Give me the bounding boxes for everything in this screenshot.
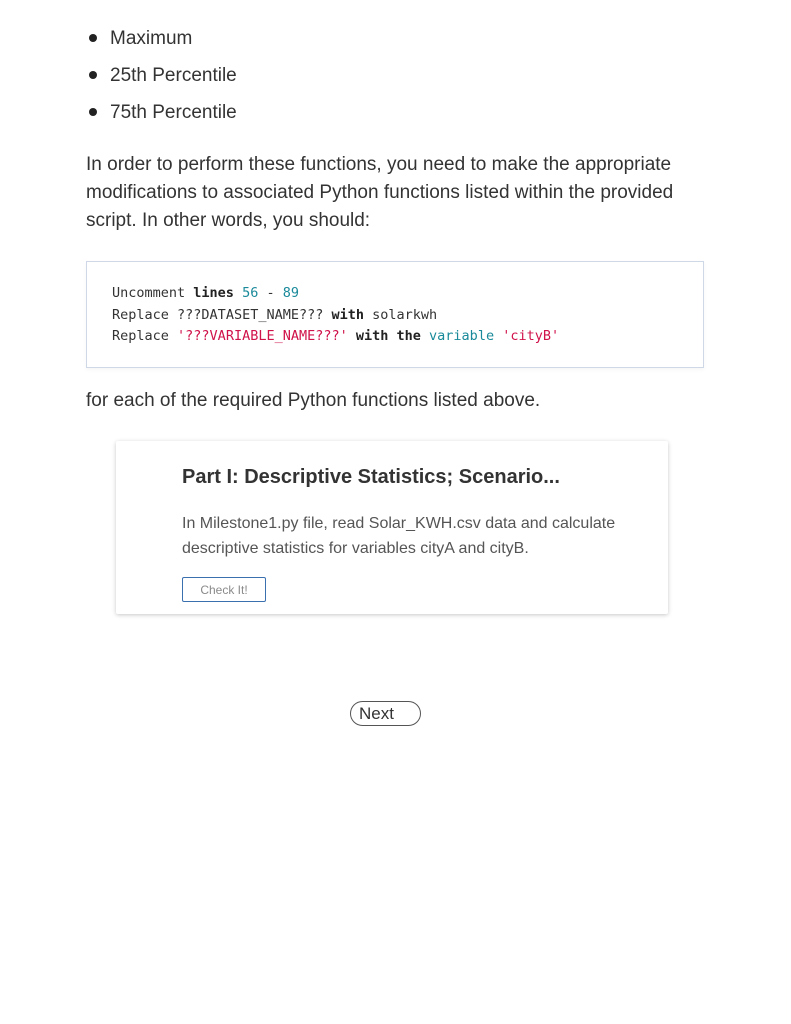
challenge-title: Part I: Descriptive Statistics; Scenario... [182,466,560,488]
challenge-description: In Milestone1.py file, read Solar_KWH.csv data and calculate descriptive statistics for variables cityA and cityB. [182,515,616,557]
list-item-label: 25th Percentile [110,65,237,86]
next-button[interactable]: Next [350,701,421,726]
check-it-button[interactable]: Check It! [182,577,266,602]
list-item [86,57,237,94]
bullet-icon [89,71,97,79]
list-item [86,20,237,57]
list-item-label: 75th Percentile [110,102,237,123]
bullet-icon [89,34,97,42]
statistics-list [86,20,237,131]
code-line-3: Replace '???VARIABLE_NAME???' with the variable 'cityB' [112,328,560,344]
after-paragraph: for each of the required Python functions listed above. [86,390,541,411]
code-line-2: Replace ???DATASET_NAME??? with solarkwh [112,306,438,323]
list-item-label: Maximum [110,28,193,49]
code-block [86,261,704,368]
code-line-1: Uncomment lines 56 - 89 [112,285,300,301]
bullet-icon [89,108,97,116]
challenge-card [116,441,668,614]
intro-paragraph: In order to perform these functions, you need to make the appropriate modifications to associated Python functions listed within the provided script. In other words, you should: [86,154,674,231]
list-item [86,94,237,131]
code-text [112,283,559,348]
